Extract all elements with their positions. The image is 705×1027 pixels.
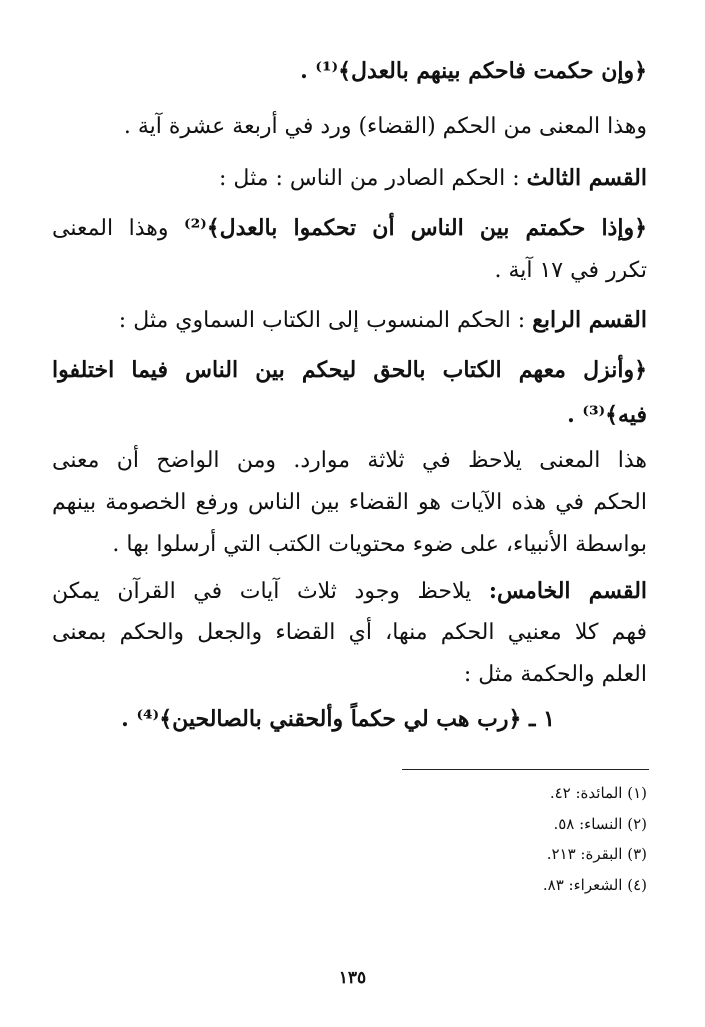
- verse-rest-4: وهذا المعنى: [52, 216, 169, 241]
- text-line-2: وهذا المعنى من الحكم (القضاء) ورد في أربعة عشرة آية .: [123, 114, 647, 139]
- text-line-14: العلم والحكمة مثل :: [463, 662, 647, 687]
- section-third-text: : الحكم الصادر من الناس : مثل :: [219, 166, 520, 191]
- text-line-13: فهم كلا معنيي الحكم منها، أي القضاء والجعل والحكم بمعنى: [52, 620, 647, 645]
- page-number: ١٣٥: [338, 968, 367, 988]
- footnote-3: (٣) البقرة: ٢١٣.: [546, 845, 647, 863]
- text-line-10: الحكم في هذه الآيات هو القضاء بين الناس ورفع الخصومة بينهم: [52, 490, 647, 515]
- section-fifth-heading: القسم الخامس:: [488, 578, 648, 604]
- verse-line-8: فيه﴾⁽³⁾ .: [567, 402, 647, 428]
- section-third-heading: القسم الثالث: [526, 165, 647, 191]
- footnote-4: (٤) الشعراء: ٨٣.: [542, 876, 647, 894]
- verse-quote-4: ﴿وإذا حكمتم بين الناس أن تحكموا بالعدل﴾⁽²⁾: [184, 215, 647, 241]
- text-line-5: تكرر في ١٧ آية .: [494, 258, 647, 283]
- section-fifth-line: [52, 576, 647, 607]
- section-fifth-text: يلاحظ وجود ثلاث آيات في القرآن يمكن: [52, 579, 472, 604]
- verse-line-7: ﴿وأنزل معهم الكتاب بالحق ليحكم بين الناس فيما اختلفوا: [52, 357, 647, 383]
- text-line-9: هذا المعنى يلاحظ في ثلاثة موارد. ومن الواضح أن معنى: [52, 448, 647, 473]
- section-fourth-text: : الحكم المنسوب إلى الكتاب السماوي مثل :: [118, 308, 526, 333]
- verse-line-15: ١ ـ ﴿رب هب لي حكماً وألحقني بالصالحين﴾⁽⁴⁾ .: [121, 706, 555, 732]
- footnote-divider: [402, 769, 649, 770]
- section-fourth-heading: القسم الرابع: [532, 307, 647, 333]
- section-third-line: [219, 163, 647, 194]
- text-line-11: بواسطة الأنبياء، على ضوء محتويات الكتب التي أرسلوا بها .: [112, 532, 647, 557]
- verse-line-4: [52, 213, 647, 244]
- verse-line-1: ﴿وإن حكمت فاحكم بينهم بالعدل﴾⁽¹⁾ .: [300, 58, 647, 84]
- footnote-1: (١) المائدة: ٤٢.: [549, 784, 647, 802]
- section-fourth-line: [119, 305, 647, 336]
- footnote-2: (٢) النساء: ٥٨.: [553, 815, 647, 833]
